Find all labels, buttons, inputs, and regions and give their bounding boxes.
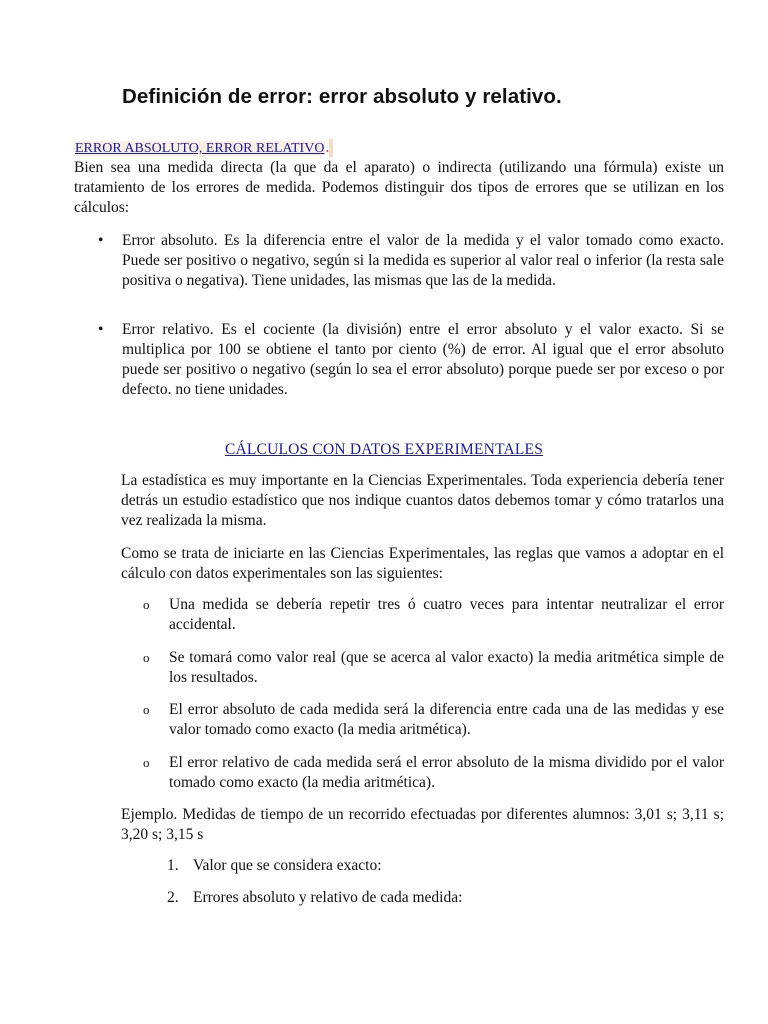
bullet-icon: • xyxy=(98,232,104,249)
formatting-mark xyxy=(329,139,333,157)
list-item-text: Una medida se debería repetir tres ó cuatro veces para intentar neutralizar el error accidental. xyxy=(169,596,724,633)
rules-list-3 xyxy=(121,700,724,740)
steps-list xyxy=(121,856,724,876)
rules-list xyxy=(121,595,724,635)
error-types-list xyxy=(74,231,724,291)
error-types-list-2 xyxy=(74,320,724,400)
list-item-text: El error absoluto de cada medida será la diferencia entre cada una de las medidas y ese valor tomado como exacto (la media aritmética). xyxy=(169,701,724,738)
intro-paragraph: Bien sea una medida directa (la que da el aparato) o indirecta (utilizando una fórmula) existe un tratamiento de los errores de medida. Podemos distinguir dos tipos de errores que se utilizan en los cálculos: xyxy=(74,159,724,216)
list-item-text: Error relativo. Es el cociente (la división) entre el error absoluto y el valor exacto. Si se multiplica por 100 se obtiene el tanto por ciento (%) de error. Al igual que el error absoluto puede ser positivo o negativo (según lo sea el error absoluto) porque puede ser por exceso o por defecto. no tiene unidades. xyxy=(122,321,724,398)
list-item xyxy=(121,700,724,740)
error-link[interactable]: ERROR ABSOLUTO, ERROR RELATIVO xyxy=(75,141,325,156)
list-item-text: Errores absoluto y relativo de cada medida: xyxy=(193,889,463,906)
rules-list-4 xyxy=(121,753,724,793)
step-number: 1. xyxy=(167,857,179,874)
list-item xyxy=(121,856,724,876)
rules-intro-paragraph: Como se trata de iniciarte en las Ciencias Experimentales, las reglas que vamos a adoptar en el cálculo con datos experimentales son las siguientes: xyxy=(121,545,724,582)
list-item xyxy=(121,888,724,908)
circle-bullet-icon: o xyxy=(143,702,150,717)
steps-list-2 xyxy=(121,888,724,908)
list-item xyxy=(121,753,724,793)
list-item xyxy=(74,231,724,291)
example-paragraph: Ejemplo. Medidas de tiempo de un recorrido efectuadas por diferentes alumnos: 3,01 s; 3,11 s; 3,20 s; 3,15 s xyxy=(121,806,724,843)
page-title: Definición de error: error absoluto y relativo. xyxy=(122,85,562,108)
list-item xyxy=(121,648,724,688)
step-number: 2. xyxy=(167,889,179,906)
section-heading-text: CÁLCULOS CON DATOS EXPERIMENTALES xyxy=(224,441,544,458)
link-line xyxy=(74,138,333,159)
list-item-text: Error absoluto. Es la diferencia entre el valor de la medida y el valor tomado como exacto. Puede ser positivo o negativo, según si la medida es superior al valor real o inferior (la resta sale positiva o negativa). Tiene unidades, las mismas que las de la medida. xyxy=(122,232,724,289)
statistics-paragraph: La estadística es muy importante en la Ciencias Experimentales. Toda experiencia debería tener detrás un estudio estadístico que nos indique cuantos datos debemos tomar y cómo tratarlos una vez realizada la misma. xyxy=(121,472,724,529)
list-item-text: El error relativo de cada medida será el error absoluto de la misma dividido por el valor tomado como exacto (la media aritmética). xyxy=(169,754,724,791)
section-heading xyxy=(0,440,768,460)
list-item xyxy=(121,595,724,635)
list-item xyxy=(74,320,724,400)
rules-list-2 xyxy=(121,648,724,688)
bullet-icon: • xyxy=(98,321,104,338)
list-item-text: Valor que se considera exacto: xyxy=(193,857,382,874)
list-item-text: Se tomará como valor real (que se acerca al valor exacto) la media aritmética simple de los resultados. xyxy=(169,649,724,686)
circle-bullet-icon: o xyxy=(143,597,150,612)
circle-bullet-icon: o xyxy=(143,755,150,770)
circle-bullet-icon: o xyxy=(143,650,150,665)
link-suffix: . xyxy=(325,139,330,156)
